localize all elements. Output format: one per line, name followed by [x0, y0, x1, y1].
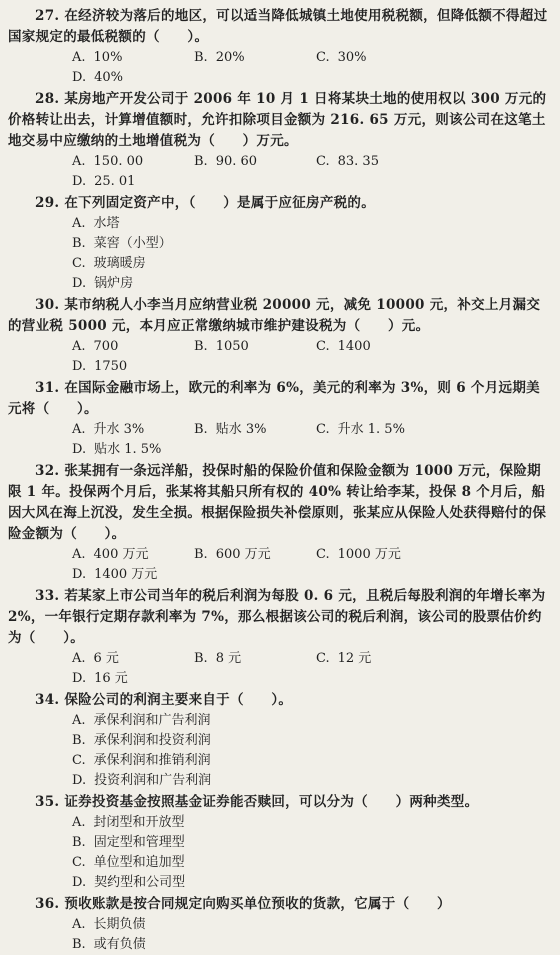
option-c [316, 48, 438, 68]
option-b [72, 234, 318, 254]
question-stem: 30. 某市纳税人小李当月应纳营业税 20000 元，减免 10000 元，补交上月漏交的营业税 5000 元，本月应正常缴纳城市维护建设税为（ ）元。 [8, 297, 541, 334]
option-text: 升水 3% [93, 422, 145, 437]
option-text: 承保利润和推销利润 [93, 753, 211, 768]
option-letter: B. [194, 547, 208, 562]
option-letter: D. [72, 773, 87, 788]
question-29 [8, 193, 552, 294]
option-text: 承保利润和投资利润 [93, 733, 211, 748]
option-letter: B. [72, 835, 86, 850]
option-b [194, 152, 316, 172]
option-text: 锅炉房 [94, 276, 134, 291]
option-text: 12 元 [337, 651, 372, 666]
option-letter: A. [72, 815, 86, 830]
option-letter: C. [316, 154, 330, 169]
question-stem: 32. 张某拥有一条远洋船，投保时船的保险价值和保险金额为 1000 万元，保险期限 1 年。投保两个月后，张某将其船只所有权的 40% 转让给李某，投保 8 个月后，船因大风在海上沉没，发生全损。根据保险损失补偿原则，张某应从保险人处获得赔付的保险金额为（ ）。 [8, 463, 547, 542]
option-letter: B. [72, 733, 86, 748]
option-text: 单位型和追加型 [93, 855, 185, 870]
option-letter: A. [72, 917, 86, 932]
option-b [194, 649, 316, 669]
option-letter: B. [194, 50, 208, 65]
options [72, 711, 552, 791]
option-a [72, 711, 318, 731]
option-letter: C. [72, 753, 86, 768]
option-c [316, 545, 438, 565]
option-text: 1400 万元 [94, 567, 158, 582]
option-text: 投资利润和广告利润 [94, 773, 212, 788]
option-letter: C. [316, 547, 330, 562]
option-text: 600 万元 [215, 547, 271, 562]
option-letter: D. [72, 442, 87, 457]
question-27 [8, 6, 552, 88]
options [72, 915, 552, 955]
option-text: 承保利润和广告利润 [93, 713, 211, 728]
option-text: 水塔 [93, 216, 120, 231]
option-d [72, 669, 194, 689]
option-letter: A. [72, 216, 86, 231]
question-35 [8, 792, 552, 893]
option-text: 700 [93, 339, 119, 354]
option-letter: D. [72, 567, 87, 582]
options [72, 214, 552, 294]
option-text: 30% [337, 50, 367, 65]
option-letter: B. [72, 937, 86, 952]
option-letter: D. [72, 276, 87, 291]
option-b [72, 935, 318, 955]
option-text: 长期负债 [93, 917, 146, 932]
options [72, 337, 552, 377]
options [72, 813, 552, 893]
option-letter: D. [72, 70, 87, 85]
option-a [72, 48, 194, 68]
option-text: 83. 35 [337, 154, 379, 169]
question-stem: 27. 在经济较为落后的地区，可以适当降低城镇土地使用税税额，但降低额不得超过国家规定的最低税额的（ ）。 [8, 8, 548, 45]
option-text: 玻璃暖房 [93, 256, 146, 271]
question-stem: 31. 在国际金融市场上，欧元的利率为 6%，美元的利率为 3%，则 6 个月远期美元将（ ）。 [8, 380, 540, 417]
option-a [72, 152, 194, 172]
option-text: 1400 [337, 339, 371, 354]
option-b [194, 545, 316, 565]
option-text: 40% [94, 70, 123, 85]
option-letter: B. [194, 154, 208, 169]
option-b [194, 48, 316, 68]
option-c [316, 649, 438, 669]
options [72, 152, 552, 192]
option-letter: A. [72, 651, 86, 666]
option-text: 90. 60 [215, 154, 258, 169]
option-letter: C. [72, 256, 86, 271]
option-a [72, 915, 318, 935]
option-letter: C. [316, 422, 330, 437]
option-text: 400 万元 [93, 547, 149, 562]
option-letter: B. [72, 236, 86, 251]
option-c [72, 853, 318, 873]
option-text: 25. 01 [94, 174, 136, 189]
option-text: 10% [93, 50, 123, 65]
option-letter: B. [194, 651, 208, 666]
option-letter: A. [72, 339, 86, 354]
option-d [72, 873, 318, 893]
option-letter: C. [316, 651, 330, 666]
option-letter: A. [72, 50, 86, 65]
option-d [72, 172, 194, 192]
option-text: 150. 00 [93, 154, 144, 169]
option-letter: A. [72, 154, 86, 169]
options [72, 48, 552, 88]
option-letter: D. [72, 671, 87, 686]
question-stem: 33. 若某家上市公司当年的税后利润为每股 0. 6 元，且税后每股利润的年增长率为 2%，一年银行定期存款利率为 7%，那么根据该公司的税后利润，该公司的股票估价约为（ ）。 [8, 588, 546, 646]
question-33 [8, 586, 552, 689]
option-text: 1050 [215, 339, 249, 354]
option-text: 升水 1. 5% [337, 422, 405, 437]
option-text: 贴水 3% [215, 422, 267, 437]
option-letter: D. [72, 174, 87, 189]
option-text: 16 元 [94, 671, 128, 686]
question-36 [8, 894, 552, 955]
option-letter: D. [72, 875, 87, 890]
question-stem: 36. 预收账款是按合同规定向购买单位预收的货款，它属于（ ） [35, 896, 451, 912]
option-text: 8 元 [215, 651, 242, 666]
option-b [72, 833, 318, 853]
option-letter: C. [316, 50, 330, 65]
option-c [72, 254, 318, 274]
option-d [72, 357, 194, 377]
question-32 [8, 461, 552, 585]
option-b [72, 731, 318, 751]
option-a [72, 545, 194, 565]
option-b [194, 420, 316, 440]
option-letter: B. [194, 422, 208, 437]
question-31 [8, 378, 552, 460]
option-d [72, 565, 194, 585]
option-text: 固定型和管理型 [93, 835, 185, 850]
option-a [72, 813, 318, 833]
question-stem: 29. 在下列固定资产中，（ ）是属于应征房产税的。 [35, 195, 376, 211]
option-c [316, 420, 438, 440]
question-stem: 34. 保险公司的利润主要来自于（ ）。 [35, 692, 293, 708]
option-letter: A. [72, 422, 86, 437]
option-c [316, 152, 438, 172]
option-a [72, 420, 194, 440]
option-a [72, 214, 318, 234]
option-text: 菜窖（小型） [93, 236, 172, 251]
options [72, 649, 552, 689]
question-stem: 35. 证券投资基金按照基金证券能否赎回，可以分为（ ）两种类型。 [35, 794, 479, 810]
option-text: 20% [215, 50, 245, 65]
option-text: 契约型和公司型 [94, 875, 186, 890]
option-text: 1000 万元 [337, 547, 401, 562]
question-34 [8, 690, 552, 791]
option-d [72, 274, 318, 294]
option-d [72, 440, 194, 460]
option-text: 6 元 [93, 651, 119, 666]
option-d [72, 68, 194, 88]
options [72, 420, 552, 460]
option-text: 1750 [94, 359, 128, 374]
option-letter: A. [72, 547, 86, 562]
option-text: 贴水 1. 5% [94, 442, 162, 457]
option-a [72, 337, 194, 357]
option-letter: B. [194, 339, 208, 354]
option-d [72, 771, 318, 791]
option-letter: D. [72, 359, 87, 374]
question-28 [8, 89, 552, 192]
option-a [72, 649, 194, 669]
option-text: 封闭型和开放型 [93, 815, 185, 830]
option-c [72, 751, 318, 771]
question-30 [8, 295, 552, 377]
options [72, 545, 552, 585]
option-letter: C. [72, 855, 86, 870]
option-b [194, 337, 316, 357]
question-stem: 28. 某房地产开发公司于 2006 年 10 月 1 日将某块土地的使用权以 300 万元的价格转让出去，计算增值额时，允许扣除项目金额为 216. 65 万元，则该公司在这笔土地交易中应缴纳的土地增值税为（ ）万元。 [8, 91, 547, 149]
option-letter: C. [316, 339, 330, 354]
option-c [316, 337, 438, 357]
option-text: 或有负债 [93, 937, 146, 952]
option-letter: A. [72, 713, 86, 728]
